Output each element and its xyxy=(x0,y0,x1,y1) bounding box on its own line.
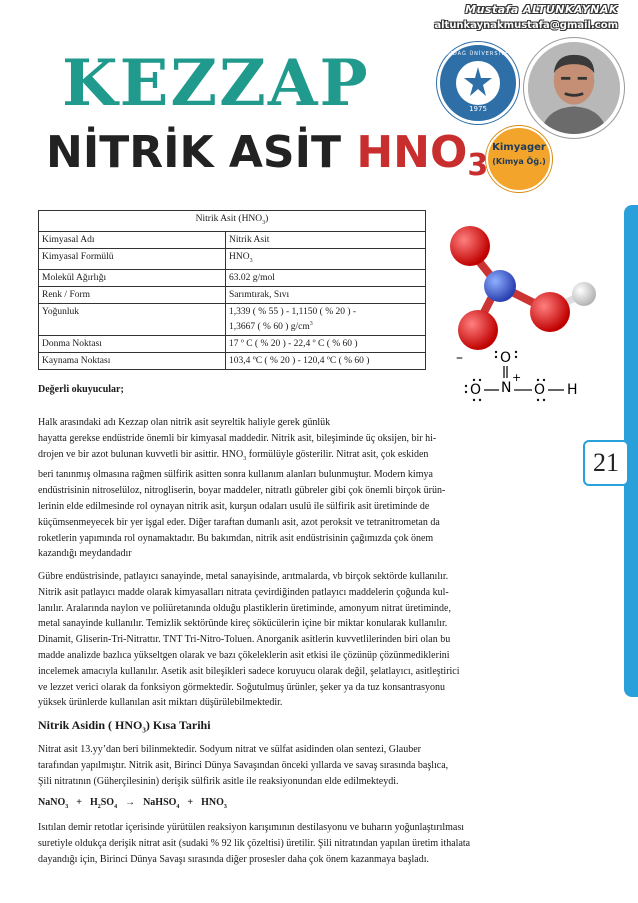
section-heading-history: Nitrik Asidin ( $HNO_3$) Kısa Tarihi xyxy=(38,718,211,735)
university-logo xyxy=(437,42,519,124)
table-cell-label: Kaynama Noktası xyxy=(39,352,226,369)
lewis-oxygen-right: O xyxy=(534,382,546,398)
lewis-plus-charge: + xyxy=(512,371,522,384)
table-cell-value: Sarımtırak, Sıvı xyxy=(226,286,426,303)
table-cell-label: Molekül Ağırlığı xyxy=(39,269,226,286)
author-photo xyxy=(524,38,624,138)
hydrogen-atom-icon xyxy=(572,282,596,306)
table-row xyxy=(39,269,426,286)
table-row xyxy=(39,286,426,303)
paragraph-intro: Halk arasındaki adı Kezzap olan nitrik asit seyreltik haliyle gerek günlük hayatta gerekse endüstride önemli bir kimyasal maddedir. Nitrik asit, bileşiminde üç oksijen, bir hi- drojen ve bir azot bulunan kuvvetli bir asittir. $HNO_3$ formülüyle gösterilir. Nitrat asit, çok eskiden beri tanınmış olmasına rağmen sülfirik asitten sonra kullanım alanları bulunmuştur. Modern kimya endüstrisinin nitroselüloz, nitrogliserin, boyar maddeler, nitratlı gübreler gibi çok önemli birçok ürün- lerinin elde edilmesinde rol oynayan nitrik asit, kurşun odaları usulü ile sülfirik asit üretiminde de küçümsenmeyecek bir yer işgal eder. Diğer taraftan dumanlı asit, azot peroksit ve tetranitrometan da roketlerin yapımında rol oynamaktadır. Bu bakımdan, nitrik asit endüstrisinin çağımızda çok önem kazandığı meydandadır xyxy=(38,417,446,560)
table-row xyxy=(39,248,426,269)
table-cell-label: Kimyasal Adı xyxy=(39,231,226,248)
subtitle-formula: $HNO_3$ xyxy=(356,127,489,183)
properties-table xyxy=(38,210,426,370)
paragraph-uses: Gübre endüstrisinde, patlayıcı sanayinde, metal sanayisinde, arıtmalarda, vb birçok sektörde kullanılır. Nitrik asit patlayıcı madde olarak kimyasalları nitrata çevirdiğinden patlayıcı maddelerin çoğunda kul- lanılır. Aralarında naylon ve poliüretanında olduğu plastiklerin üretiminde, amonyum nitrat üretiminde, metal sanayinde kullanılır. Temizlik sektöründe kireç sökücülerin içine bir miktar konularak kullanılır. Dinamit, Gliserin-Tri-Nitrattır. TNT Tri-Nitro-Toluen. Anorganik asitlerin kuvvetlilerinden biri olan bu madde analizde bazlıca yükseltgen olarak ve bazı çökeleklerin asit etkisi ile çözünüp çözünmediklerini incelemek amacıyla kullanılır. Asetik asit bileşikleri sadece koruyucu olarak değil, şelatlayıcı, asitleştirici ve lezzet verici olarak da fonksiyon görmektedir. Soğutulmuş ürünler, şeker ya da tuz konsantrasyonu yüksek ürünlerde kullanılan asit miktarı düşürülebilmektedir. xyxy=(38,571,460,709)
nitrogen-atom-icon xyxy=(484,270,516,302)
page-subtitle xyxy=(46,126,488,193)
table-cell-label: Kimyasal Formülü xyxy=(39,248,226,269)
university-emblem-icon xyxy=(456,61,500,105)
table-cell-label: Donma Noktası xyxy=(39,335,226,352)
table-cell-value: Nitrik Asit xyxy=(226,231,426,248)
molecule-3d-model xyxy=(438,200,608,360)
lewis-oxygen-top: O xyxy=(500,350,512,366)
table-row xyxy=(39,303,426,335)
chemical-equation: NaNO$_3$ + $H_2SO_4$ → NaHSO$_4$ + $HNO_3$ xyxy=(38,797,227,810)
arrow-right-icon: → xyxy=(125,797,136,808)
table-row xyxy=(39,231,426,248)
paragraph-history: Nitrat asit 13.yy’dan beri bilinmektedir. Sodyum nitrat ve sülfat asidinden olan sentezi, Glauber tarafından yapılmıştır. Nitrik asit, Birinci Dünya Savaşından önceki yıllarda ve savaş sırasında başlıca, Şili nitratının (Güherçilesinin) derişik sülfirik asitle ile reaksiyonundan elde edilmekteydi. xyxy=(38,744,449,787)
table-cell-label: Renk / Form xyxy=(39,286,226,303)
table-title: Nitrik Asit $(HNO_3)$ xyxy=(39,211,426,232)
table-row xyxy=(39,335,426,352)
table-cell-value: 103,4 ºC ( % 20 ) - 120,4 ºC ( % 60 ) xyxy=(226,352,426,369)
oxygen-atom-icon xyxy=(458,310,498,350)
person-icon xyxy=(528,42,620,134)
lewis-structure-diagram xyxy=(444,348,606,420)
greeting: Değerli okuyucular; xyxy=(38,384,124,395)
table-row xyxy=(39,352,426,369)
table-cell-value: $HNO_3$ xyxy=(226,248,426,269)
table-cell-value: 1,339 ( % 55 ) - 1,1150 ( % 20 ) - 1,3667 ( % 60 ) $g/cm^3$ xyxy=(226,303,426,335)
oxygen-atom-icon xyxy=(530,292,570,332)
lewis-oxygen-left: O xyxy=(470,382,482,398)
table-header-row xyxy=(39,211,426,232)
page-number: 21 xyxy=(583,440,629,486)
oxygen-atom-icon xyxy=(450,226,490,266)
author-email: altunkaynakmustafa@gmail.com xyxy=(434,20,618,31)
page-title: KEZZAP xyxy=(62,46,370,121)
lewis-nitrogen: N xyxy=(501,380,512,396)
role-title: Kimyager xyxy=(492,142,546,153)
university-year: 1975 xyxy=(469,105,487,113)
subtitle-text: NİTRİK ASİT xyxy=(46,127,342,178)
role-badge xyxy=(486,126,552,192)
author-name: Mustafa ALTUNKAYNAK xyxy=(465,3,618,16)
role-subtitle: (Kimya Öğ.) xyxy=(492,157,546,166)
paragraph-production: Isıtılan demir retotlar içerisinde yürütülen reaksiyon karışımının destilasyonu ve buharın yoğunlaştırılması suretiyle oldukça derişik nitrat asit (sudaki % 92 lik çözeltisi) üretilir. Şili nitratından yapılan üretim ithalata dayandığı için, Birinci Dünya Savaşı sırasında diğer prosesler daha çok önem kazanmaya başladı. xyxy=(38,822,471,865)
table-cell-value: 63.02 g/mol xyxy=(226,269,426,286)
table-cell-label: Yoğunluk xyxy=(39,303,226,335)
lewis-hydrogen: H xyxy=(567,382,578,398)
lewis-minus-charge: – xyxy=(456,350,463,366)
university-ring-text: ULUDAĞ ÜNİVERSİTESİ xyxy=(440,51,516,57)
table-cell-value: 17 º C ( % 20 ) - 22,4 º C ( % 60 ) xyxy=(226,335,426,352)
